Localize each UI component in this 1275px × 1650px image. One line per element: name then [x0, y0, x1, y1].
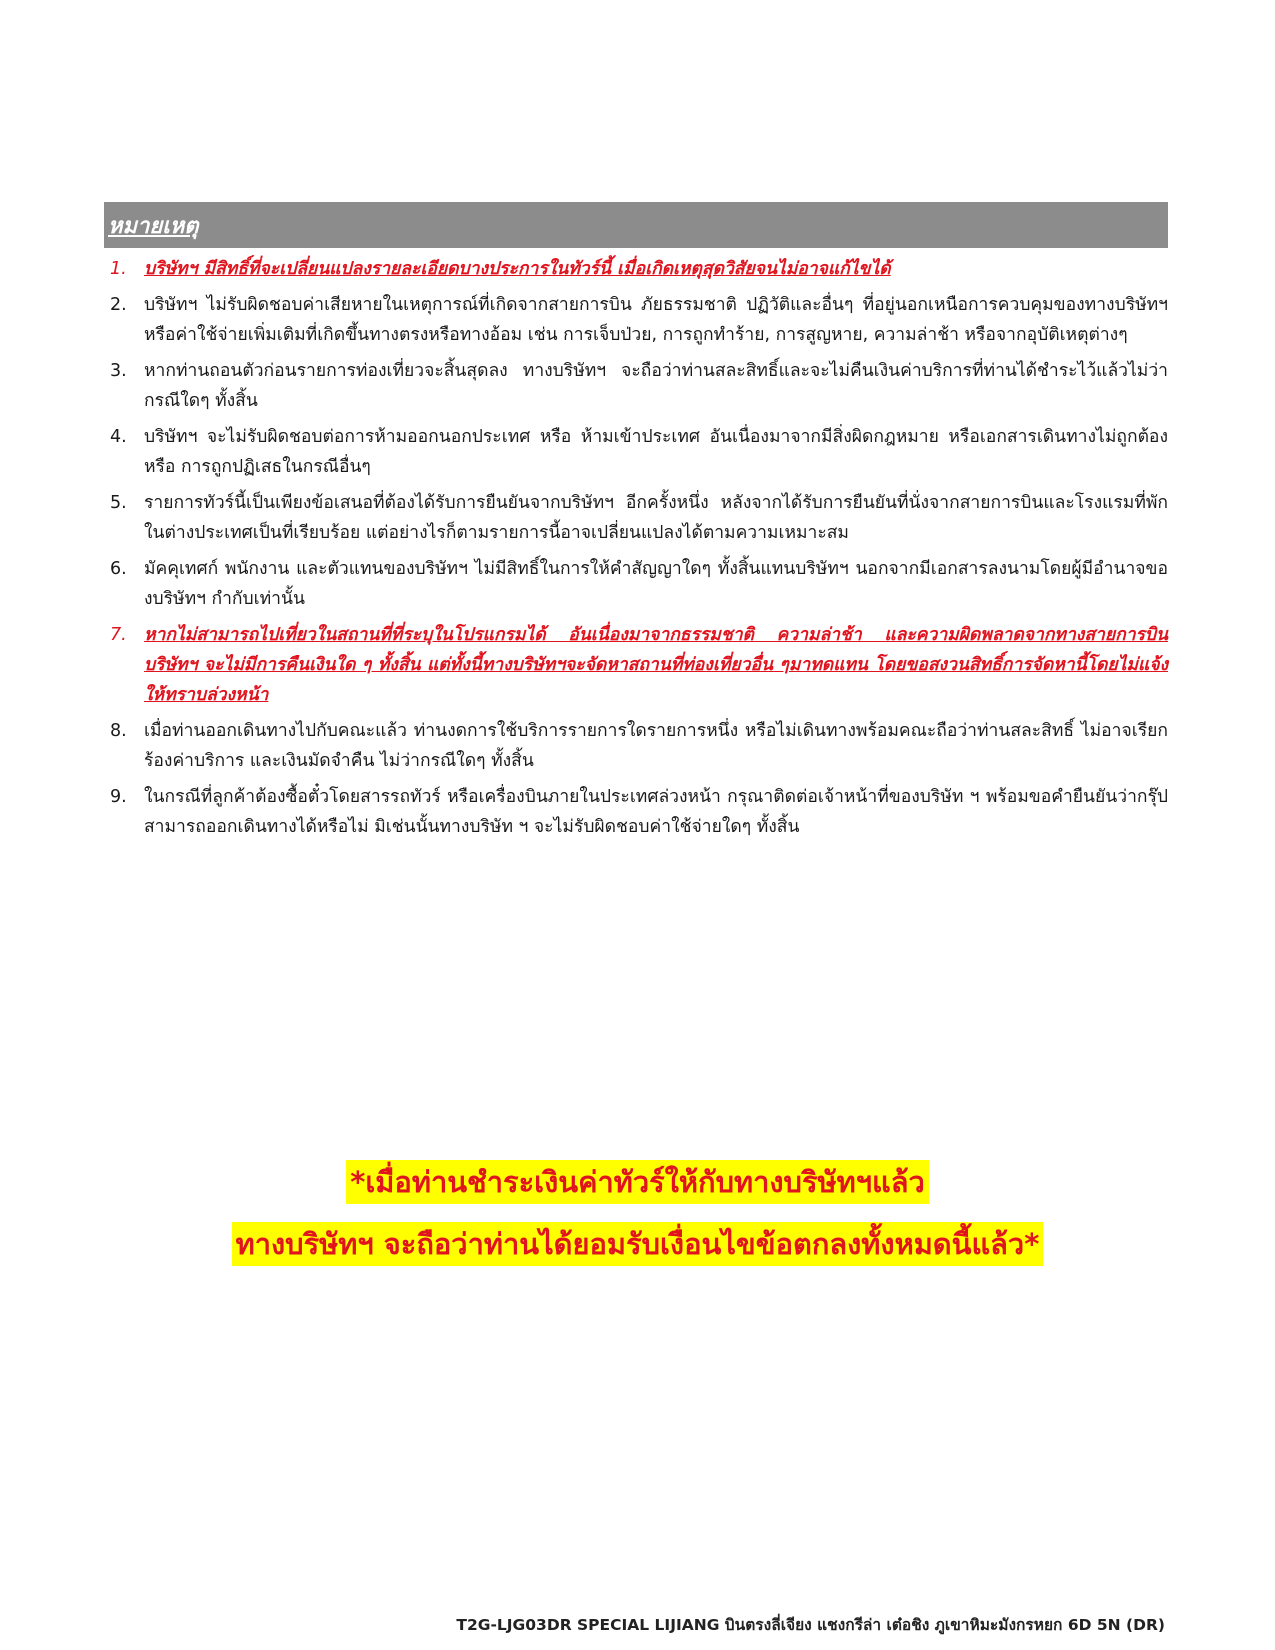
note-text: บริษัทฯ ไม่รับผิดชอบค่าเสียหายในเหตุการณ์ที่เกิดจากสายการบิน ภัยธรรมชาติ ปฏิวัติและอื่นๆ ที่อยู่นอกเหนือการควบคุมของทางบริษัทฯ หรือค่าใช้จ่ายเพิ่มเติมที่เกิดขึ้นทางตรงหรือทางอ้อม เช่น การเจ็บป่วย, การถูกทำร้าย, การสูญหาย, ความล่าช้า หรือจากอุบัติเหตุต่างๆ [144, 295, 1168, 345]
list-item [104, 290, 1168, 350]
section-title: หมายเหตุ [108, 214, 199, 239]
note-number: 1. [110, 259, 127, 279]
list-item [104, 620, 1168, 710]
closing-line-1: *เมื่อท่านชำระเงินค่าทัวร์ให้กับทางบริษัทฯแล้ว [346, 1160, 929, 1204]
note-number: 7. [110, 625, 127, 645]
list-item [104, 716, 1168, 776]
list-item [104, 782, 1168, 842]
note-text: บริษัทฯ มีสิทธิ์ที่จะเปลี่ยนแปลงรายละเอียดบางประการในทัวร์นี้ เมื่อเกิดเหตุสุดวิสัยจนไม่อาจแก้ไขได้ [144, 259, 891, 279]
list-item [104, 554, 1168, 614]
note-number: 2. [110, 295, 127, 315]
list-item [104, 356, 1168, 416]
note-text: เมื่อท่านออกเดินทางไปกับคณะแล้ว ท่านงดการใช้บริการรายการใดรายการหนึ่ง หรือไม่เดินทางพร้อมคณะถือว่าท่านสละสิทธิ์ ไม่อาจเรียกร้องค่าบริการ และเงินมัดจำคืน ไม่ว่ากรณีใดๆ ทั้งสิ้น [144, 721, 1168, 771]
note-text: มัคคุเทศก์ พนักงาน และตัวแทนของบริษัทฯ ไม่มีสิทธิ์ในการให้คำสัญญาใดๆ ทั้งสิ้นแทนบริษัทฯ นอกจากมีเอกสารลงนามโดยผู้มีอำนาจของบริษัทฯ กำกับเท่านั้น [144, 559, 1168, 609]
note-number: 6. [110, 559, 127, 579]
closing-line-2: ทางบริษัทฯ จะถือว่าท่านได้ยอมรับเงื่อนไขข้อตกลงทั้งหมดนี้แล้ว* [232, 1222, 1044, 1266]
list-item [104, 422, 1168, 482]
note-text: ในกรณีที่ลูกค้าต้องซื้อตั๋วโดยสารรถทัวร์ หรือเครื่องบินภายในประเทศล่วงหน้า กรุณาติดต่อเจ้าหน้าที่ของบริษัท ฯ พร้อมขอคำยืนยันว่ากรุ๊ปสามารถออกเดินทางได้หรือไม่ มิเช่นนั้นทางบริษัท ฯ จะไม่รับผิดชอบค่าใช้จ่ายใดๆ ทั้งสิ้น [144, 787, 1168, 837]
note-text: รายการทัวร์นี้เป็นเพียงข้อเสนอที่ต้องได้รับการยืนยันจากบริษัทฯ อีกครั้งหนึ่ง หลังจากได้รับการยืนยันที่นั่งจากสายการบินและโรงแรมที่พักในต่างประเทศเป็นที่เรียบร้อย แต่อย่างไรก็ตามรายการนี้อาจเปลี่ยนแปลงได้ตามความเหมาะสม [144, 493, 1168, 543]
note-number: 8. [110, 721, 127, 741]
note-number: 9. [110, 787, 127, 807]
notes-list [104, 254, 1168, 848]
closing-notice [0, 1160, 1275, 1284]
note-number: 4. [110, 427, 127, 447]
note-text: หากท่านถอนตัวก่อนรายการท่องเที่ยวจะสิ้นสุดลง ทางบริษัทฯ จะถือว่าท่านสละสิทธิ์และจะไม่คืนเงินค่าบริการที่ท่านได้ชำระไว้แล้วไม่ว่ากรณีใดๆ ทั้งสิ้น [144, 361, 1168, 411]
note-text: หากไม่สามารถไปเที่ยวในสถานที่ที่ระบุในโปรแกรมได้ อันเนื่องมาจากธรรมชาติ ความล่าช้า และความผิดพลาดจากทางสายการบิน บริษัทฯ จะไม่มีการคืนเงินใด ๆ ทั้งสิ้น แต่ทั้งนี้ทางบริษัทฯจะจัดหาสถานที่ท่องเที่ยวอื่น ๆมาทดแทน โดยขอสงวนสิทธิ์การจัดหานี้โดยไม่แจ้งให้ทราบล่วงหน้า [144, 625, 1168, 705]
notes-section-header [104, 202, 1168, 248]
note-text: บริษัทฯ จะไม่รับผิดชอบต่อการห้ามออกนอกประเทศ หรือ ห้ามเข้าประเทศ อันเนื่องมาจากมีสิ่งผิดกฎหมาย หรือเอกสารเดินทางไม่ถูกต้อง หรือ การถูกปฏิเสธในกรณีอื่นๆ [144, 427, 1168, 477]
page-footer: T2G-LJG03DR SPECIAL LIJIANG บินตรงลี่เจียง แชงกรีล่า เต๋อชิง ภูเขาหิมะมังกรหยก 6D 5N (DR) [456, 1616, 1165, 1634]
note-number: 5. [110, 493, 127, 513]
list-item [104, 488, 1168, 548]
list-item [104, 254, 1168, 284]
note-number: 3. [110, 361, 127, 381]
